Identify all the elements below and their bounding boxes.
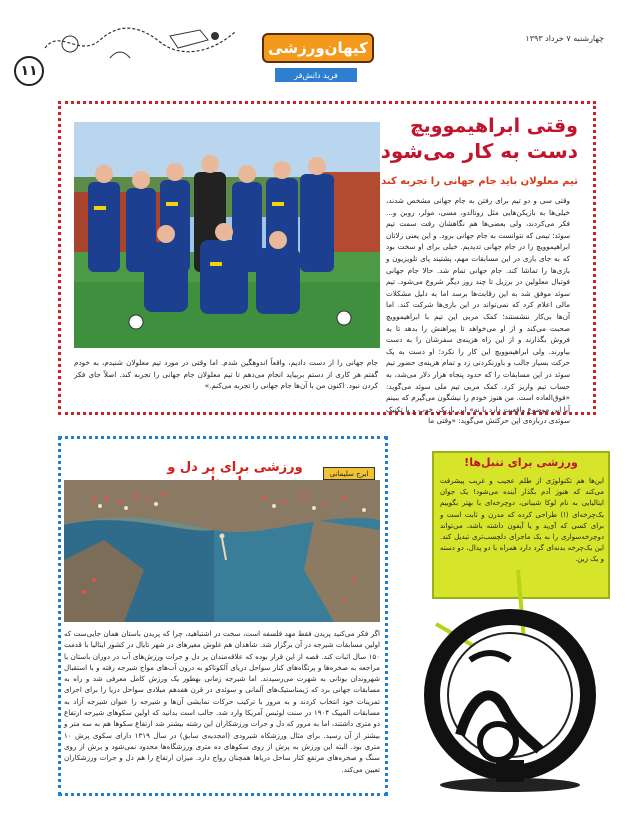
sidebar-body: این‌ها هم تکنولوژی از طلم عجیب و غریب پیشرفت می‌کند که هنوز آدم بگذار آینده می‌شود! یک جوان ایتالیایی به نام لوکا شیبانی، دوچرخه‌ای با بهتر بگوییم یک‌چرخه‌ای (!) طراحی کرده که مدرن و ثابت است و برای کسی که آی‌پد و یا آیفون داشته باشد، می‌تواند دوچرخه‌سواری را به یک ماجرای دلچسب‌تری تبدیل کند. این یک‌چرخه بدنه‌ای گرد دارد همراه با دو پدال، دو دسته و یک زین. [440, 477, 604, 564]
top-kicker: تیم معلولان باید جام جهانی را تجربه کند [381, 176, 578, 187]
sidebar-title: ورزشی برای تنبل‌ها! [464, 456, 578, 469]
top-headline [368, 115, 578, 164]
top-article-body-continued: جام جهانی را از دست دادیم، واقعاً اندوهگین شدم. اما وقتی در مورد تیم معلولان شنیدم، به خودم گفتم هر کاری از دستم بربیاید انجام می‌دهم تا تیم معلولان جام جهانی را تجربه کند. اصلاً جای فکر کردن نبود. اکنون من با آن‌ها جام جهانی را تجربه می‌کنم.» [74, 358, 378, 391]
header-doodle-illustration [40, 18, 240, 73]
dateline: چهارشنبه ۷ خرداد ۱۳۹۳ [525, 34, 604, 43]
bottom-article-body: اگر فکر می‌کنید پریدن فقط مهد فلسفه است، سخت در اشتباهید، چرا که پریدن باستان همان جایی‌ست که اولین مسابقات شیرجه در آن برگزار شد. شاهدان هم غلوش مغیرهای در شهر تایال در کشور ایتالیا با قدمت ۱۵۰ سال اثبات کند. قصه از این قرار بوده که علاقه‌مندان پر دل و جرات ورزش‌های آب در دوران باستان یا مراجعه به صخره‌ها و پرتگاه‌های کنار سواحل دریای آلکوتاکو به درون آب‌های مواج شیرجه رفته و با استقبال شهروندان یونانی به شهرت می‌رسیدند. اما شیرجه زمانی بهطور یک ورزش کامل معرفی شد و راه به مسابقات جهانی برد که ژیمناستیک‌های آلمانی و سوئدی در قرن هفدهم میلادی سواحل دریا را برای اجرای تمرینات خود انتخاب کردند و به مرور با ترکیب حرکات نمایشی آن‌ها و شیرجه را عنوان شیرجه آزاد به مسابقات المپیک ۱۹۰۴ در سنت لوئیس آمریکا وارد شد. جالب است بدانید که اولین سکوهای شیرجه ارتفاع دو متری داشتند، اما به مرور که دل و جرات ورزشکاران این رشته بیشتر شد ارتفاع سکوها هم به سه متر و بیشتر از آن رسید. برای مثال ورزشکاه شیرودی (امجدیه‌ی سابق) در سال ۱۳۱۹ دارای سکوی پرش ۱۰ متری بود. البته این ورزش به پرش از روی سکوهای ده متری ورزشگاه‌ها محدود نمی‌شود و پرش از روی سنگ و صخره‌های مرتفع کنار ساحل دریاها همچنان رواج دارد. میزان ارتفاع را هم دل و جرات ورزشکاران تعیین می‌کند. [64, 629, 381, 774]
headline-line-1: وقتی ابراهیموویچ [409, 115, 578, 137]
top-article-body: وقتی سی و دو تیم برای رفتن به جام جهانی مشخص شدند، خیلی‌ها به بازیکن‌هایی مثل رونالدو، مسی، مولر، روبن و... فکر می‌کردند، ولی بعضی‌ها هم نگاهشان رفت سمت تیم سوئد؛ تیمی که نتوانست به جام جهانی برود. و این یعنی زلاتان ابراهیموویچ را در جام جهانی تدیدیم. خیلی برای او سخت بود که به جای بازی در این مسابقات مهم، پشتیند پای تلویزیون و بازی‌ها را تماشا کند. جام جهانی تمام شد. حالا جام جهانی فوتبال معلولین در برزیل تا چند روز دیگر شروع می‌شود. تیم سوئد موفق شد به این رقابت‌ها برسد اما به دلیل مشکلات مالی اعلام کرد که نمی‌تواند در این بازی‌ها شرکت کند. اما آن‌ها بی‌کار ننشستند؛ کمک مربی این تیم با ابراهیموویچ صحبت می‌کند و از او می‌خواهد تا پیراهنش را بدهد تا به فروش بگذارند و از این راه هزینه‌ی سفرشان را به دست بیاورند. ولی ابراهیموویچ این کار را نکرد؛ او دست به یک حرکت بسیار جالب و باورنکردنی زد و تمام هزینه‌ی حضور تیم سوئد در این مسابقات را که حدود پنجاه هزار دلار می‌شد، به حساب تیم واریز کرد. کمک مربی تیم ملی سوئد می‌گوید: «فوق‌العاده است. من هنوز خودم را نیشگون می‌گیرم که ببینم آیا این موضوع واقعیت دارد یا نه» این بازیکن خوب و با تکنیک سوئدی درباره‌ی این حرکتش می‌گوید: «وقتی ما [386, 196, 570, 426]
page-number: ۱۱ [14, 56, 44, 86]
author-tab: فرید دانش‌فر [275, 68, 357, 82]
author-tag: ایرج سلیمانی [323, 467, 375, 480]
team-photo [74, 122, 380, 348]
headline-line-2: دست به کار می‌شود [380, 138, 578, 163]
unicycle-bike-image [400, 560, 620, 800]
cliff-diving-photo [64, 480, 380, 622]
bottom-article-title: ورزشی برای پر دل و [167, 460, 303, 475]
section-logo: کیهان‌ورزشی [262, 33, 374, 63]
